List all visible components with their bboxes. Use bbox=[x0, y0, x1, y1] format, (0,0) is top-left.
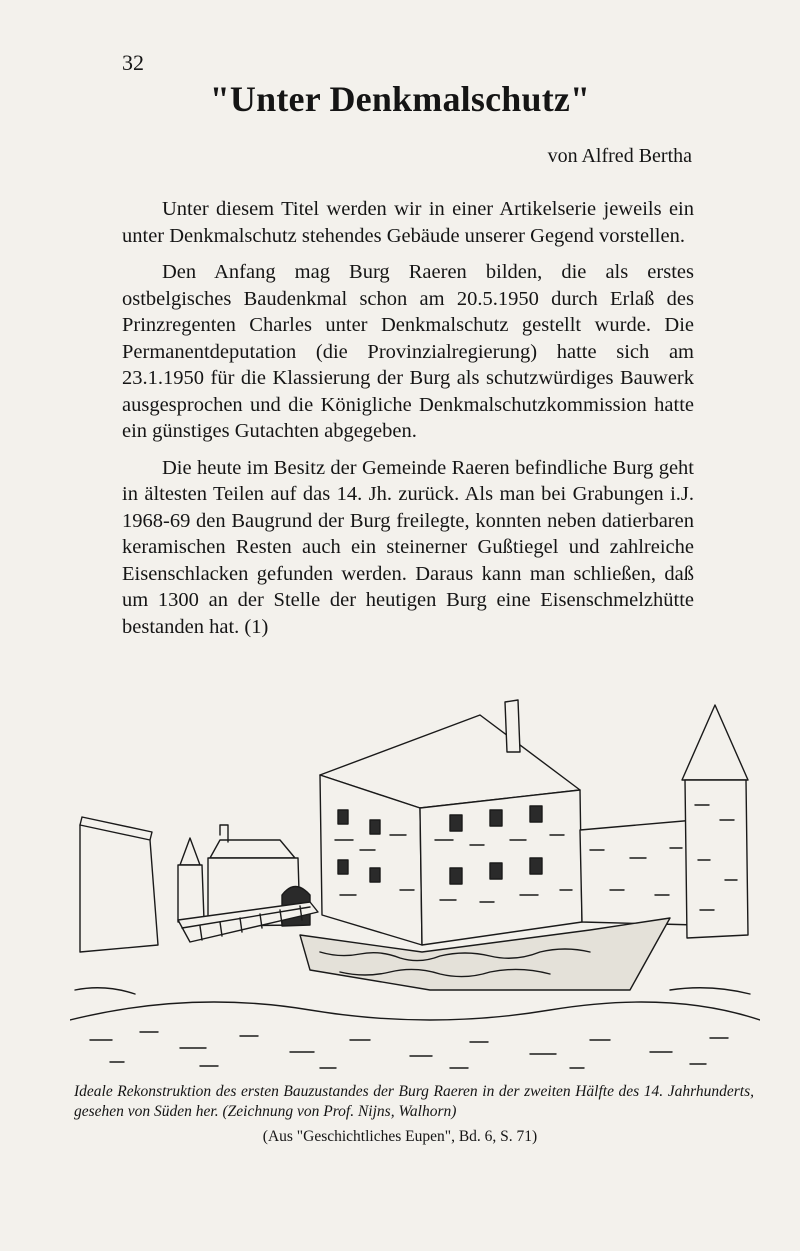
paragraph-protection: Den Anfang mag Burg Raeren bilden, die als erstes ostbelgisches Baudenkmal schon am 20.5.1950 durch Erlaß des Prinzregenten Charles unter Denkmalschutz gestellt wurde. Die Permanentdeputation (die Provinzialregierung) hatte sich am 23.1.1950 für die Klassierung der Burg als schutzwürdiges Bauwerk ausgesprochen und die Königliche Denkmalschutzkommission hatte ein günstiges Gutachten abgegeben. bbox=[122, 261, 694, 442]
castle-drawing bbox=[70, 690, 760, 1075]
article-body bbox=[122, 196, 694, 650]
paragraph-intro: Unter diesem Titel werden wir in einer Artikelserie jeweils ein unter Denkmalschutz stehendes Gebäude unserer Gegend vorstellen. bbox=[122, 198, 694, 247]
figure-caption: Ideale Rekonstruktion des ersten Bauzustandes der Burg Raeren in der zweiten Hälfte des 14. Jahrhunderts, gesehen von Süden her. (Zeichnung von Prof. Nijns, Walhorn) bbox=[74, 1083, 754, 1120]
paragraph-history: Die heute im Besitz der Gemeinde Raeren befindliche Burg geht in ältesten Teilen auf das 14. Jh. zurück. Als man bei Grabungen i.J. 1968-69 den Baugrund der Burg freilegte, konnten neben datierbaren keramischen Resten auch ein steinerner Gußtiegel und zahlreiche Eisenschlacken gefunden werden. Daraus kann man schließen, daß um 1300 an der Stelle der heutigen Burg eine Eisenschmelzhütte bestanden hat. (1) bbox=[122, 456, 694, 638]
page-number: 32 bbox=[122, 50, 144, 75]
author-byline: von Alfred Bertha bbox=[547, 145, 692, 167]
figure-source: (Aus "Geschichtliches Eupen", Bd. 6, S. 71) bbox=[262, 1128, 538, 1145]
article-title: "Unter Denkmalschutz" bbox=[209, 79, 591, 119]
